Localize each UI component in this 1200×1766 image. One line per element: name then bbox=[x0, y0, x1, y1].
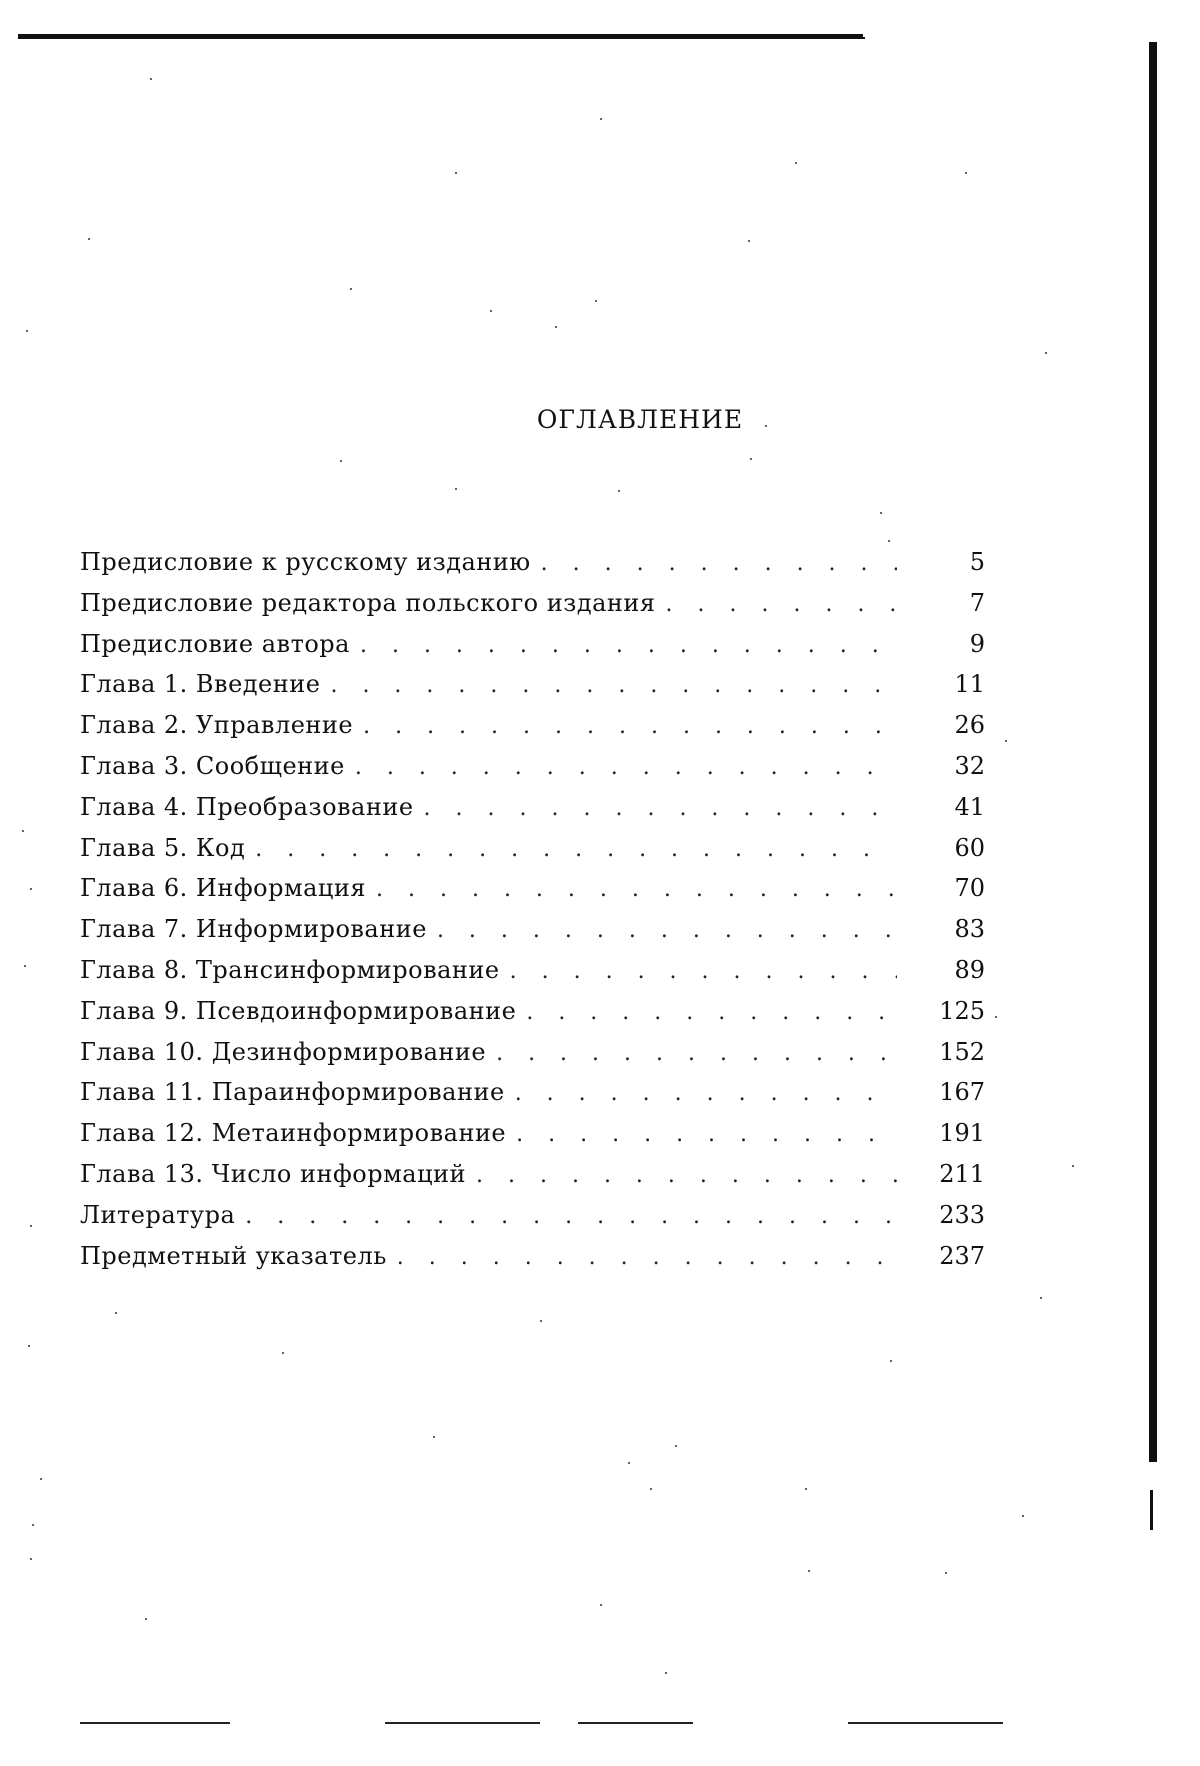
toc-entry bbox=[80, 1119, 985, 1160]
toc-entry-label: Глава 13. Число информаций bbox=[80, 1159, 466, 1188]
toc-dot-leader bbox=[496, 1041, 897, 1066]
scan-speck bbox=[628, 1462, 630, 1464]
scan-speck bbox=[945, 1572, 947, 1574]
toc-dot-leader bbox=[515, 1081, 897, 1106]
scan-speck bbox=[965, 172, 967, 174]
bottom-rule-2 bbox=[385, 1722, 540, 1724]
toc-entry-page: 9 bbox=[969, 629, 985, 658]
toc-entry-page: 191 bbox=[939, 1119, 985, 1148]
toc-dot-leader bbox=[541, 551, 897, 576]
toc-entry-label: Глава 5. Код bbox=[80, 833, 246, 862]
scan-speck bbox=[26, 330, 28, 332]
scan-speck bbox=[555, 326, 557, 328]
toc-entry-page: 89 bbox=[954, 955, 985, 984]
toc-entry bbox=[80, 874, 985, 915]
scan-speck bbox=[650, 1488, 652, 1490]
scan-speck bbox=[455, 488, 457, 490]
toc-dot-leader bbox=[510, 959, 897, 984]
toc-entry-page: 32 bbox=[954, 751, 985, 780]
scan-speck bbox=[995, 1016, 997, 1018]
scan-speck bbox=[22, 830, 24, 832]
toc-entry-page: 60 bbox=[954, 833, 985, 862]
toc-dot-leader bbox=[330, 673, 897, 698]
toc-entry-page: 237 bbox=[939, 1241, 985, 1270]
toc-dot-leader bbox=[437, 918, 897, 943]
toc-entry-label: Литература bbox=[80, 1200, 236, 1229]
scan-speck bbox=[145, 1618, 147, 1620]
toc-dot-leader bbox=[245, 1204, 897, 1229]
scan-speck bbox=[150, 78, 152, 80]
scan-speck bbox=[748, 240, 750, 242]
scan-speck bbox=[350, 288, 352, 290]
toc-entry-label: Глава 12. Метаинформирование bbox=[80, 1119, 507, 1148]
page-title bbox=[0, 405, 1200, 434]
scan-speck bbox=[618, 490, 620, 492]
toc-entry bbox=[80, 1078, 985, 1119]
toc-entry-page: 11 bbox=[954, 670, 985, 699]
toc-entry-page: 83 bbox=[954, 915, 985, 944]
scan-speck bbox=[808, 1570, 810, 1572]
scan-speck bbox=[455, 172, 457, 174]
toc-entry-label: Глава 10. Дезинформирование bbox=[80, 1037, 487, 1066]
toc-entry-page: 70 bbox=[954, 874, 985, 903]
scan-speck bbox=[750, 458, 752, 460]
scan-speck bbox=[890, 1360, 892, 1362]
scan-speck bbox=[30, 888, 32, 890]
page-title-text: ОГЛАВЛЕНИЕ bbox=[536, 405, 744, 434]
toc-entry-page: 7 bbox=[969, 588, 985, 617]
toc-entry bbox=[80, 630, 985, 671]
scan-speck bbox=[32, 1524, 34, 1526]
toc-entry bbox=[80, 1160, 985, 1201]
scan-speck bbox=[675, 1445, 677, 1447]
toc-entry bbox=[80, 793, 985, 834]
toc-dot-leader bbox=[666, 592, 897, 617]
toc-entry-page: 167 bbox=[939, 1078, 985, 1107]
bottom-rule-1 bbox=[80, 1722, 230, 1724]
toc-dot-leader bbox=[363, 714, 897, 739]
toc-entry-label: Предисловие автора bbox=[80, 629, 350, 658]
toc-dot-leader bbox=[476, 1163, 897, 1188]
toc-entry-label: Предметный указатель bbox=[80, 1241, 387, 1270]
scan-speck bbox=[24, 965, 26, 967]
toc-dot-leader bbox=[360, 633, 897, 658]
scan-speck bbox=[1045, 352, 1047, 354]
scan-speck bbox=[30, 1225, 32, 1227]
top-rule-thin bbox=[560, 37, 865, 39]
scan-speck bbox=[115, 1312, 117, 1314]
toc-dot-leader bbox=[424, 796, 897, 821]
right-page-edge bbox=[1149, 42, 1157, 1462]
toc-entry-page: 152 bbox=[939, 1037, 985, 1066]
scan-speck bbox=[30, 1558, 32, 1560]
toc-entry-label: Глава 8. Трансинформирование bbox=[80, 955, 500, 984]
toc-entry-label: Предисловие к русскому изданию bbox=[80, 548, 531, 576]
scan-speck bbox=[1040, 1297, 1042, 1299]
toc-entry-label: Глава 7. Информирование bbox=[80, 915, 427, 944]
table-of-contents bbox=[80, 548, 985, 1282]
toc-entry-label: Глава 4. Преобразование bbox=[80, 792, 414, 821]
bottom-rule-3 bbox=[578, 1722, 693, 1724]
toc-entry bbox=[80, 1038, 985, 1079]
scan-speck bbox=[490, 310, 492, 312]
scan-speck bbox=[665, 1672, 667, 1674]
toc-entry-label: Глава 6. Информация bbox=[80, 874, 366, 903]
bottom-rule-4 bbox=[848, 1722, 1003, 1724]
toc-entry bbox=[80, 711, 985, 752]
scan-speck bbox=[795, 162, 797, 164]
scan-speck bbox=[595, 300, 597, 302]
toc-entry-label: Глава 11. Параинформирование bbox=[80, 1078, 505, 1107]
scan-speck bbox=[282, 1352, 284, 1354]
toc-dot-leader bbox=[355, 755, 897, 780]
toc-entry bbox=[80, 1201, 985, 1242]
toc-entry-page: 211 bbox=[939, 1159, 985, 1188]
toc-dot-leader bbox=[376, 877, 897, 902]
toc-entry bbox=[80, 670, 985, 711]
toc-entry bbox=[80, 956, 985, 997]
toc-entry-label: Глава 1. Введение bbox=[80, 670, 321, 699]
toc-entry-page: 233 bbox=[939, 1200, 985, 1229]
scan-speck bbox=[600, 1604, 602, 1606]
scan-speck bbox=[1005, 740, 1007, 742]
scan-speck bbox=[1072, 1165, 1074, 1167]
toc-entry-page: 41 bbox=[954, 792, 985, 821]
scan-speck bbox=[40, 1478, 42, 1480]
toc-entry-page: 26 bbox=[954, 711, 985, 740]
scan-speck bbox=[433, 1436, 435, 1438]
scan-speck bbox=[888, 540, 890, 542]
toc-entry bbox=[80, 752, 985, 793]
toc-entry bbox=[80, 1242, 985, 1283]
toc-entry-label: Глава 9. Псевдоинформирование bbox=[80, 996, 517, 1025]
toc-entry bbox=[80, 997, 985, 1038]
toc-entry-label: Предисловие редактора польского издания bbox=[80, 588, 656, 617]
toc-entry bbox=[80, 915, 985, 956]
scan-speck bbox=[880, 512, 882, 514]
toc-dot-leader bbox=[255, 837, 897, 862]
toc-entry-page: 125 bbox=[939, 996, 985, 1025]
toc-entry-label: Глава 3. Сообщение bbox=[80, 751, 345, 780]
toc-entry-page: 5 bbox=[969, 548, 985, 576]
scan-speck bbox=[28, 1345, 30, 1347]
scan-speck bbox=[340, 460, 342, 462]
toc-entry bbox=[80, 589, 985, 630]
toc-dot-leader bbox=[397, 1245, 897, 1270]
scan-speck bbox=[540, 1320, 542, 1322]
toc-entry-label: Глава 2. Управление bbox=[80, 711, 354, 740]
right-page-edge-stub bbox=[1150, 1490, 1153, 1530]
scan-speck bbox=[805, 1488, 807, 1490]
scan-speck bbox=[1022, 1515, 1024, 1517]
scan-speck bbox=[88, 238, 90, 240]
toc-entry bbox=[80, 548, 985, 589]
toc-dot-leader bbox=[516, 1122, 897, 1147]
toc-entry bbox=[80, 834, 985, 875]
scan-speck bbox=[765, 425, 767, 427]
toc-dot-leader bbox=[526, 1000, 897, 1025]
scan-speck bbox=[600, 118, 602, 120]
